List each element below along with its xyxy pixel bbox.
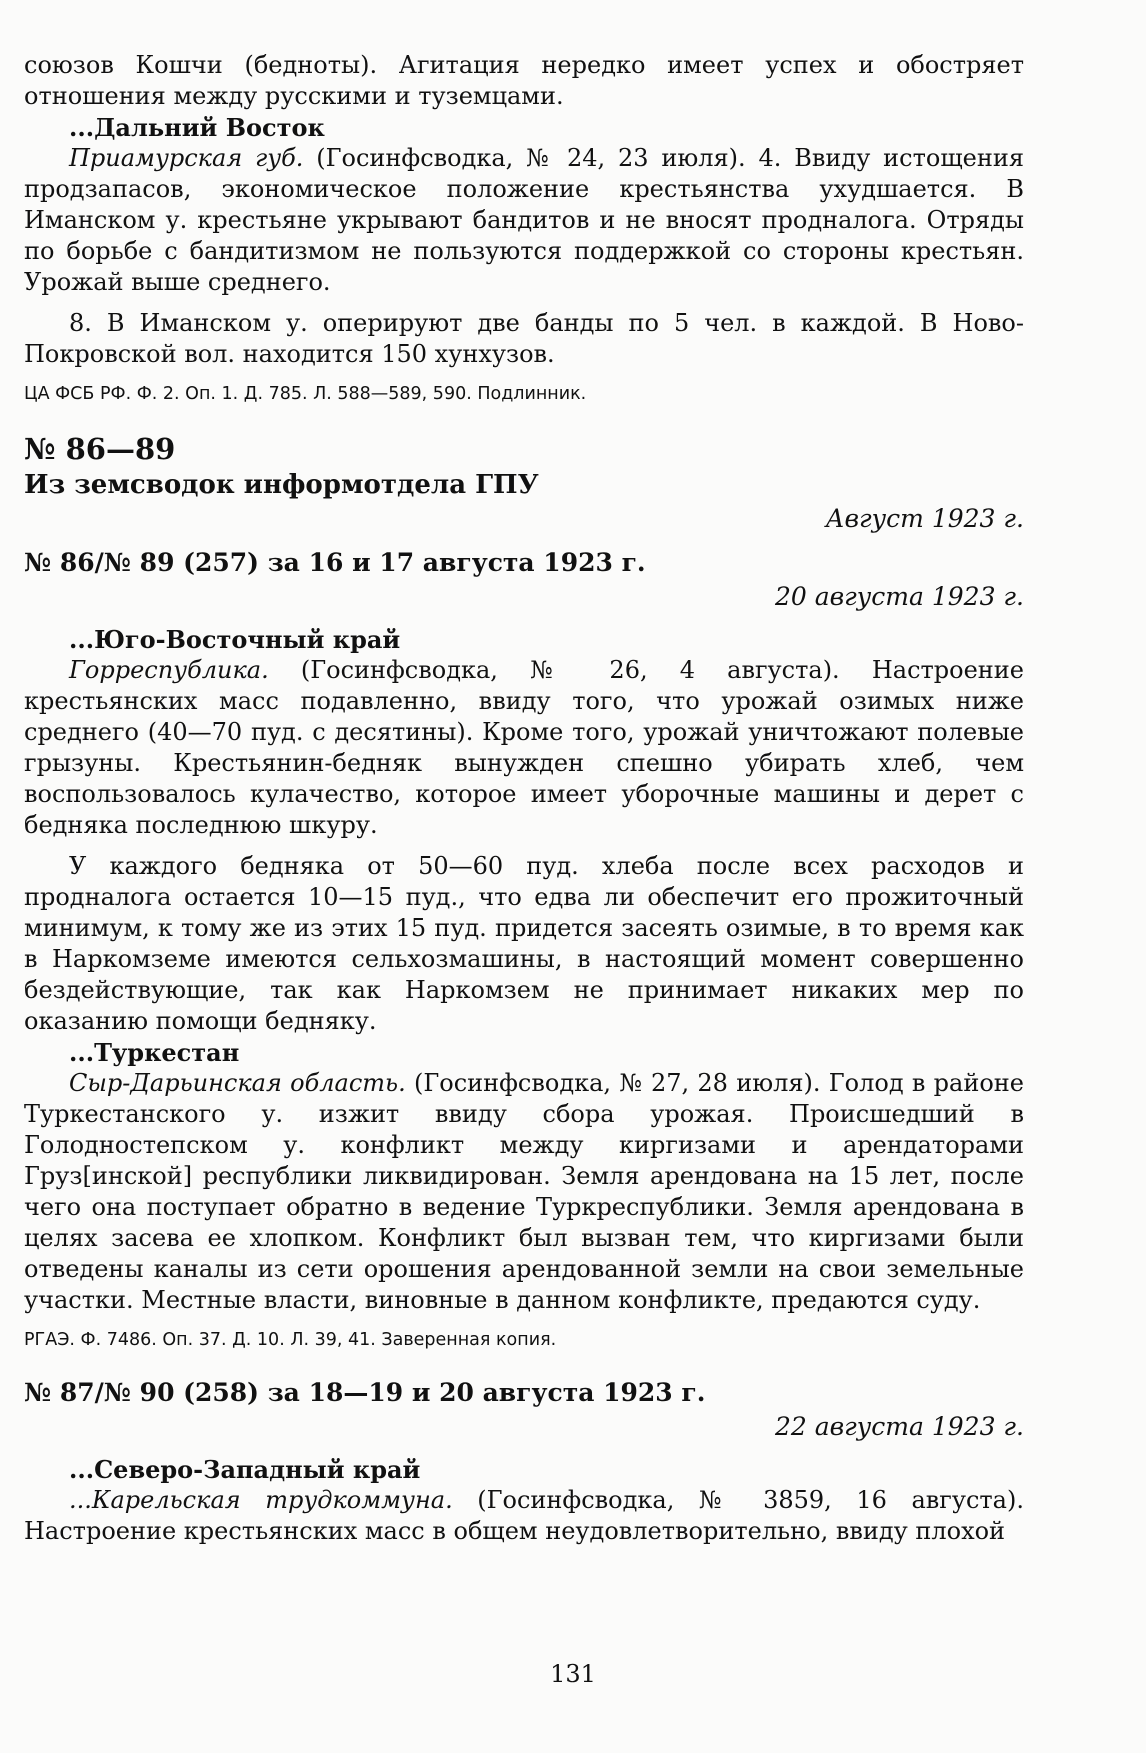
issue-title: № 87/№ 90 (258) за 18—19 и 20 августа 1923 г. [24,1378,706,1407]
paragraph-southeast-1 [24,655,1024,841]
section-heading-far-east: ...Дальний Восток [69,113,325,142]
archive-source: ЦА ФСБ РФ. Ф. 2. Оп. 1. Д. 785. Л. 588—589, 590. Подлинник. [24,384,587,404]
paragraph-northwest-1 [24,1485,1024,1547]
text-column [24,50,1024,1547]
intro-paragraph: союзов Кошчи (бедноты). Агитация нередко имеет успех и обостряет отношения между русскими и туземцами. [24,51,1024,110]
region-name-syr-darya: Сыр-Дарьинская область. [69,1069,406,1097]
document-number: № 86—89 [24,432,176,466]
region-name-gorrespublika: Горреспублика. [69,656,269,684]
region-name-priamur: Приамурская губ. [69,144,304,172]
paragraph-turkestan-1 [24,1068,1024,1316]
paragraph-text: (Госинфсводка, № 27, 28 июля). Голод в районе Туркестанского у. изжит ввиду сбора урожая. Происшедший в Голодностепском у. конфликт между киргизами и арендаторами Груз[инской] республики ликвидирован. Земля арендована на 15 лет, после чего она поступает обратно в ведение Туркреспублики. Земля арендована в целях засева ее хлопком. Конфликт был вызван тем, что киргизами были отведены каналы из сети орошения арендованной земли на свои земельные участки. Местные власти, виновные в данном конфликте, предаются суду. [24,1069,1024,1314]
paragraph-text: (Госинфсводка, № 24, 23 июля). 4. Ввиду истощения продзапасов, экономическое положение крестьянства ухудшается. В Иманском у. крестьяне укрывают бандитов и не вносят продналога. Отряды по борьбе с бандитизмом не пользуются поддержкой со стороны крестьян. Урожай выше среднего. [24,144,1024,296]
section-heading-turkestan: ...Туркестан [69,1038,240,1067]
region-name-karelia: ...Карельская трудкоммуна. [69,1486,453,1514]
archive-source: РГАЭ. Ф. 7486. Оп. 37. Д. 10. Л. 39, 41. Заверенная копия. [24,1330,557,1350]
issue-date: 20 августа 1923 г. [774,582,1024,611]
paragraph-far-east-1 [24,143,1024,298]
paragraph-far-east-2: 8. В Иманском у. оперируют две банды по 5 чел. в каждой. В Ново-Покровской вол. находится 150 хунхузов. [24,309,1024,368]
document-title: Из земсводок информотдела ГПУ [24,470,539,500]
issue-date: 22 августа 1923 г. [774,1412,1024,1441]
section-heading-southeast: ...Юго-Восточный край [69,625,401,654]
document-date: Август 1923 г. [825,504,1024,533]
paragraph-text: (Госинфсводка, № 3859, 16 августа). Настроение крестьянских масс в общем неудовлетворительно, ввиду плохой [24,1486,1024,1545]
paragraph-text: (Госинфсводка, № 26, 4 августа). Настроение крестьянских масс подавленно, ввиду того, что урожай озимых ниже среднего (40—70 пуд. с десятины). Кроме того, урожай уничтожают полевые грызуны. Крестьянин-бедняк вынужден спешно убирать хлеб, чем воспользовалось кулачество, которое имеет уборочные машины и дерет с бедняка последнюю шкуру. [24,656,1024,839]
paragraph-southeast-2: У каждого бедняка от 50—60 пуд. хлеба после всех расходов и продналога остается 10—15 пуд., что едва ли обеспечит его прожиточный минимум, к тому же из этих 15 пуд. придется засеять озимые, в то время как в Наркомземе имеются сельхозмашины, в настоящий момент совершенно бездействующие, так как Наркомзем не принимает никаких мер по оказанию помощи бедняку. [24,852,1024,1035]
section-heading-northwest: ...Северо-Западный край [69,1455,421,1484]
page-number: 131 [550,1660,596,1688]
issue-title: № 86/№ 89 (257) за 16 и 17 августа 1923 г. [24,548,646,577]
